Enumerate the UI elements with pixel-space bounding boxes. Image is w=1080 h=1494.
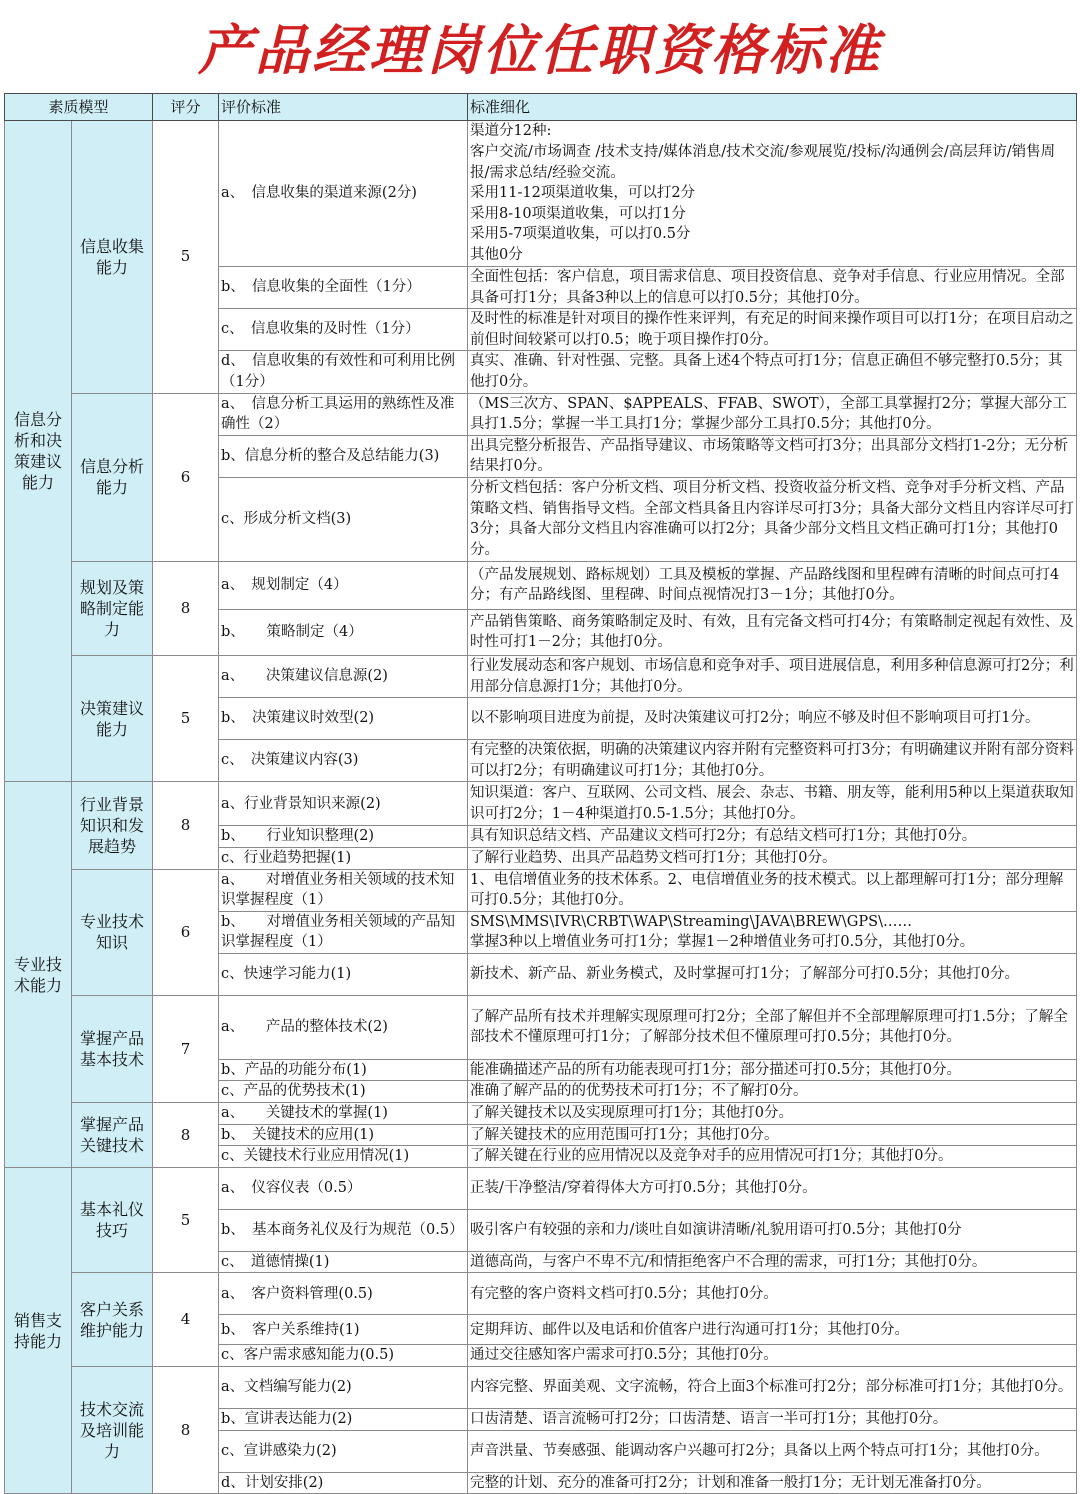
criteria-cell: b、产品的功能分布(1) [219,1059,468,1081]
subcategory-cell: 基本礼仪 技巧 [72,1167,153,1273]
subcategory-cell: 客户关系 维护能力 [72,1273,153,1367]
detail-cell: 内容完整、界面美观、文字流畅，符合上面3个标准可打2分；部分标准可打1分；其他打0分。 [468,1367,1077,1409]
criteria-cell: b、 客户关系维持(1) [219,1315,468,1345]
detail-cell: 了解关键技术的应用范围可打1分；其他打0分。 [468,1124,1077,1146]
detail-cell: （产品发展规划、路标规划）工具及模板的掌握、产品路线图和里程碑有清晰的时间点可打4分；有产品路线图、里程碑、时间点视情况打3－1分；其他打0分。 [468,561,1077,609]
criteria-cell: a、 产品的整体技术(2) [219,995,468,1059]
criteria-cell: c、行业趋势把握(1) [219,847,468,869]
header-detail: 标准细化 [468,94,1077,121]
criteria-cell: c、形成分析文档(3) [219,477,468,561]
criteria-cell: b、 行业知识整理(2) [219,826,468,848]
subcategory-cell: 掌握产品 基本技术 [72,995,153,1102]
detail-cell: 完整的计划、充分的准备可打2分；计划和准备一般打1分；无计划无准备打0分。 [468,1472,1077,1494]
detail-cell: 分析文档包括：客户分析文档、项目分析文档、投资收益分析文档、竞争对手分析文档、产品策略文档、销售指导文档。全部文档具备且内容详尽可打3分；具备大部分文档且内容详尽可打3分；具备大部分文档且内容准确可以打2分；具备少部分文档且文档正确可打1分；其他打0分。 [468,477,1077,561]
detail-cell: 及时性的标准是针对项目的操作性来评判，有充足的时间来操作项目可以打1分；在项目启动之前但时间较紧可以打0.5；晚于项目操作打0分。 [468,309,1077,351]
table-row [5,121,1077,267]
table-row [5,869,1077,911]
table-row [5,561,1077,609]
table-row [5,1273,1077,1315]
subcategory-cell: 信息收集 能力 [72,121,153,394]
criteria-cell: a、 对增值业务相关领域的技术知识掌握程度（1） [219,869,468,911]
detail-cell: 出具完整分析报告、产品指导建议、市场策略等文档可打3分；出具部分文档打1-2分；无分析结果打0分。 [468,435,1077,477]
page-title: 产品经理岗位任职资格标准 [198,18,882,82]
qualification-table [4,93,1077,1494]
criteria-cell: a、 客户资料管理(0.5) [219,1273,468,1315]
detail-cell: 知识渠道：客户、互联网、公司文档、展会、杂志、书籍、朋友等，能利用5种以上渠道获取知识可打2分；1－4种渠道打0.5-1.5分；其他打0分。 [468,782,1077,826]
score-cell: 5 [153,1167,219,1273]
detail-cell: 产品销售策略、商务策略制定及时、有效，且有完备文档可打4分；有策略制定视起有效性、及时性可打1－2分；其他打0分。 [468,609,1077,655]
criteria-cell: b、 对增值业务相关领域的产品知识掌握程度（1） [219,911,468,953]
detail-cell: 渠道分12种: 客户交流/市场调查 /技术支持/媒体消息/技术交流/参观展览/投标/沟通例会/高层拜访/销售周报/需求总结/经验交流。 采用11-12项渠道收集，可以打2分 采用8-10项渠道收集，可以打1分 采用5-7项渠道收集，可以打0.5分 其他0分 [468,121,1077,267]
category-cell: 专业技 术能力 [5,782,72,1168]
detail-cell: 了解产品所有技术并理解实现原理可打2分；全部了解但并不全部理解原理可打1.5分；了解全部技术不懂原理可打1分；了解部分技术但不懂原理可打0.5分；其他打0分。 [468,995,1077,1059]
detail-cell: 具有知识总结文档、产品建议文档可打2分；有总结文档可打1分；其他打0分。 [468,826,1077,848]
detail-cell: 正装/干净整洁/穿着得体大方可打0.5分；其他打0分。 [468,1167,1077,1209]
detail-cell: 通过交往感知客户需求可打0.5分；其他打0分。 [468,1345,1077,1367]
category-cell: 信息分 析和决 策建议 能力 [5,121,72,782]
detail-cell: 了解关键技术以及实现原理可打1分；其他打0分。 [468,1103,1077,1125]
criteria-cell: a、 信息分析工具运用的熟练性及准确性（2） [219,393,468,435]
table-row [5,1103,1077,1125]
table-row [5,655,1077,697]
criteria-cell: c、 决策建议内容(3) [219,740,468,782]
header-score: 评分 [153,94,219,121]
score-cell: 7 [153,995,219,1102]
detail-cell: 吸引客户有较强的亲和力/谈吐自如演讲清晰/礼貌用语可打0.5分；其他打0分 [468,1209,1077,1251]
criteria-cell: a、 规划制定（4） [219,561,468,609]
score-cell: 4 [153,1273,219,1367]
criteria-cell: a、行业背景知识来源(2) [219,782,468,826]
criteria-cell: c、产品的优势技术(1) [219,1081,468,1103]
criteria-cell: a、 信息收集的渠道来源(2分) [219,121,468,267]
subcategory-cell: 技术交流 及培训能 力 [72,1367,153,1494]
detail-cell: 能准确描述产品的所有功能表现可打1分；部分描述可打0.5分；其他打0分。 [468,1059,1077,1081]
detail-cell: 以不影响项目进度为前提，及时决策建议可打2分；响应不够及时但不影响项目可打1分。 [468,698,1077,740]
score-cell: 8 [153,782,219,869]
detail-cell: 有完整的客户资料文档可打0.5分；其他打0分。 [468,1273,1077,1315]
table-row [5,995,1077,1059]
table-row [5,782,1077,826]
subcategory-cell: 专业技术 知识 [72,869,153,995]
criteria-cell: d、 信息收集的有效性和可利用比例（1分） [219,351,468,393]
criteria-cell: a、文档编写能力(2) [219,1367,468,1409]
criteria-cell: b、 关键技术的应用(1) [219,1124,468,1146]
score-cell: 6 [153,393,219,561]
score-cell: 5 [153,655,219,781]
subcategory-cell: 决策建议 能力 [72,655,153,781]
score-cell: 6 [153,869,219,995]
criteria-cell: c、关键技术行业应用情况(1) [219,1146,468,1168]
detail-cell: 定期拜访、邮件以及电话和价值客户进行沟通可打1分；其他打0分。 [468,1315,1077,1345]
detail-cell: 1、电信增值业务的技术体系。2、电信增值业务的技术模式。以上都理解可打1分；部分理解可打0.5分；其他打0分。 [468,869,1077,911]
criteria-cell: c、 道德情操(1) [219,1251,468,1273]
criteria-cell: b、 基本商务礼仪及行为规范（0.5） [219,1209,468,1251]
criteria-cell: b、 策略制定（4） [219,609,468,655]
detail-cell: SMS\MMS\IVR\CRBT\WAP\Streaming\JAVA\BREW\GPS\…… 掌握3种以上增值业务可打1分；掌握1－2种增值业务可打0.5分，其他打0分。 [468,911,1077,953]
subcategory-cell: 规划及策 略制定能 力 [72,561,153,655]
detail-cell: 行业发展动态和客户规划、市场信息和竞争对手、项目进展信息，利用多种信息源可打2分；利用部分信息源打1分；其他打0分。 [468,655,1077,697]
table-row [5,1367,1077,1409]
criteria-cell: b、信息分析的整合及总结能力(3) [219,435,468,477]
criteria-cell: a、 决策建议信息源(2) [219,655,468,697]
criteria-cell: b、宣讲表达能力(2) [219,1409,468,1431]
criteria-cell: a、 仪容仪表（0.5） [219,1167,468,1209]
score-cell: 8 [153,561,219,655]
criteria-cell: c、快速学习能力(1) [219,953,468,995]
header-model: 素质模型 [5,94,153,121]
detail-cell: 了解关键在行业的应用情况以及竞争对手的应用情况可打1分；其他打0分。 [468,1146,1077,1168]
detail-cell: 真实、准确、针对性强、完整。具备上述4个特点可打1分；信息正确但不够完整打0.5分；其他打0分。 [468,351,1077,393]
criteria-cell: c、客户需求感知能力(0.5) [219,1345,468,1367]
detail-cell: 口齿清楚、语言流畅可打2分；口齿清楚、语言一半可打1分；其他打0分。 [468,1409,1077,1431]
detail-cell: 道德高尚，与客户不卑不亢/和情拒绝客户不合理的需求，可打1分；其他打0分。 [468,1251,1077,1273]
score-cell: 8 [153,1367,219,1494]
criteria-cell: b、 决策建议时效型(2) [219,698,468,740]
criteria-cell: a、 关键技术的掌握(1) [219,1103,468,1125]
category-cell: 销售支 持能力 [5,1167,72,1493]
score-cell: 5 [153,121,219,394]
criteria-cell: d、计划安排(2) [219,1472,468,1494]
criteria-cell: b、 信息收集的全面性（1分） [219,267,468,309]
subcategory-cell: 掌握产品 关键技术 [72,1103,153,1168]
detail-cell: 准确了解产品的的优势技术可打1分；不了解打0分。 [468,1081,1077,1103]
detail-cell: 全面性包括：客户信息，项目需求信息、项目投资信息、竞争对手信息、行业应用情况。全部具备可打1分；具备3种以上的信息可以打0.5分；其他打0分。 [468,267,1077,309]
detail-cell: 声音洪量、节奏感强、能调动客户兴趣可打2分；具备以上两个特点可打1分；其他打0分。 [468,1430,1077,1472]
detail-cell: 了解行业趋势、出具产品趋势文档可打1分；其他打0分。 [468,847,1077,869]
detail-cell: 有完整的决策依据，明确的决策建议内容并附有完整资料可打3分；有明确建议并附有部分资料可以打2分；有明确建议可打1分；其他打0分。 [468,740,1077,782]
detail-cell: 新技术、新产品、新业务模式，及时掌握可打1分；了解部分可打0.5分；其他打0分。 [468,953,1077,995]
table-row [5,1167,1077,1209]
table-row [5,393,1077,435]
subcategory-cell: 行业背景 知识和发 展趋势 [72,782,153,869]
criteria-cell: c、 信息收集的及时性（1分） [219,309,468,351]
table-header-row [5,94,1077,121]
criteria-cell: c、宣讲感染力(2) [219,1430,468,1472]
subcategory-cell: 信息分析 能力 [72,393,153,561]
detail-cell: （MS三次方、SPAN、$APPEALS、FFAB、SWOT），全部工具掌握打2分；掌握大部分工具打1.5分；掌握一半工具打1分；掌握少部分工具打0.5分；其他打0分。 [468,393,1077,435]
header-criteria: 评价标准 [219,94,468,121]
score-cell: 8 [153,1103,219,1168]
